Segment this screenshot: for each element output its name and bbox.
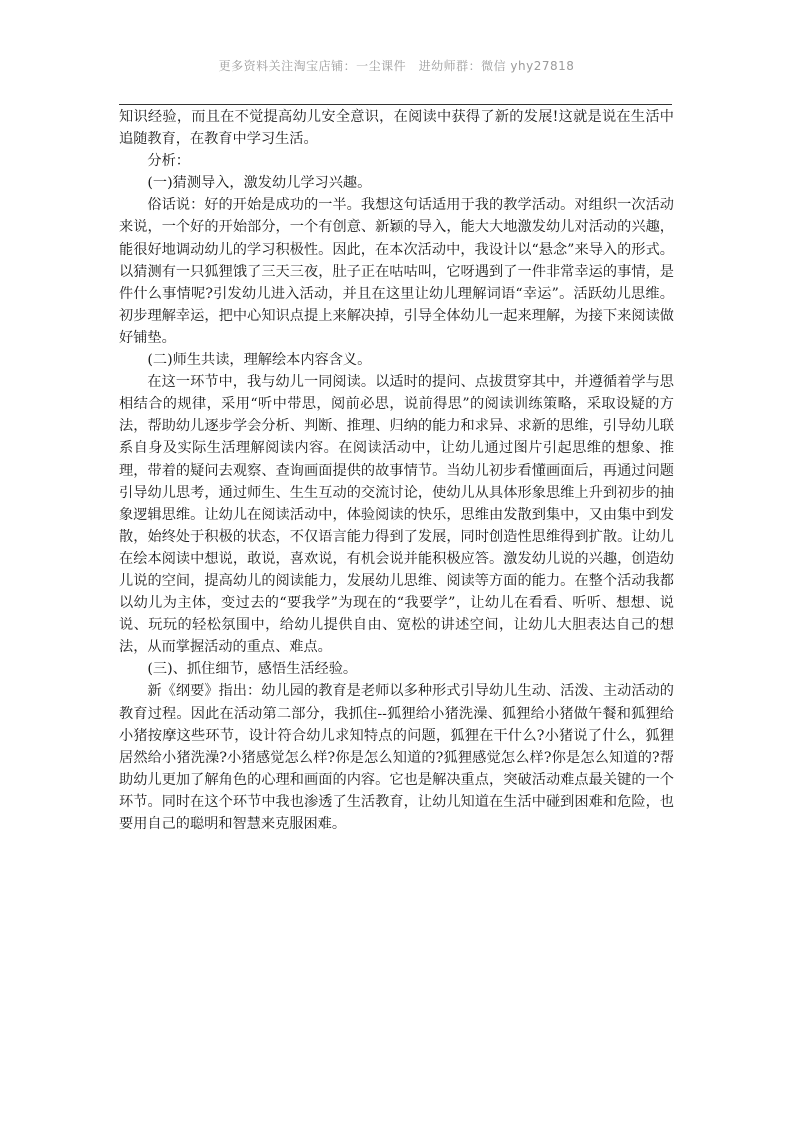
paragraph: 分析：	[147, 153, 190, 170]
paragraph: 新《纲要》指出：幼儿园的教育是老师以多种形式引导幼儿生动、活泼、主动活动的教育过程。因此在活动第二部分，我抓住--狐狸给小猪洗澡、狐狸给小猪做午餐和狐狸给小猪按摩这些环节，设计符合幼儿求知特点的问题，狐狸在干什么?小猪说了什么，狐狸居然给小猪洗澡?小猪感觉怎么样?你是怎么知道的?狐狸感觉怎么样?你是怎么知道的?帮助幼儿更加了解角色的心理和画面的内容。它也是解决重点，突破活动难点最关键的一个环节。同时在这个环节中我也渗透了生活教育，让幼儿知道在生活中碰到困难和危险，也要用自己的聪明和智慧来克服困难。	[119, 683, 674, 832]
section-heading: (二)师生共读，理解绘本内容含义。	[147, 352, 372, 369]
section-heading: (三)、抓住细节，感悟生活经验。	[147, 661, 358, 678]
document-body	[119, 106, 674, 835]
paragraph: 在这一环节中，我与幼儿一同阅读。以适时的提问、点拔贯穿其中，并遵循着学与思相结合的规律，采用“听中带思，阅前必思，说前得思”的阅读训练策略，采取设疑的方法，帮助幼儿逐步学会分析、判断、推理、归纳的能力和求异、求新的思维，引导幼儿联系自身及实际生活理解阅读内容。在阅读活动中，让幼儿通过图片引起思维的想象、推理，带着的疑问去观察、查询画面提供的故事情节。当幼儿初步看懂画面后，再通过问题引导幼儿思考，通过师生、生生互动的交流讨论，使幼儿从具体形象思维上升到初步的抽象逻辑思维。让幼儿在阅读活动中，体验阅读的快乐，思维由发散到集中，又由集中到发散，始终处于积极的状态，不仅语言能力得到了发展，同时创造性思维得到扩散。让幼儿在绘本阅读中想说，敢说，喜欢说，有机会说并能积极应答。激发幼儿说的兴趣，创造幼儿说的空间，提高幼儿的阅读能力，发展幼儿思维、阅读等方面的能力。在整个活动我都以幼儿为主体，变过去的“要我学”为现在的“我要学”，让幼儿在看看、听听、想想、说说、玩玩的轻松氛围中，给幼儿提供自由、宽松的讲述空间，让幼儿大胆表达自己的想法，从而掌握活动的重点、难点。	[119, 374, 674, 656]
header-rule	[119, 104, 672, 105]
paragraph: 知识经验，而且在不觉提高幼儿安全意识，在阅读中获得了新的发展!这就是说在生活中追随教育，在教育中学习生活。	[119, 109, 674, 148]
section-heading: (一)猜测导入，激发幼儿学习兴趣。	[147, 175, 372, 192]
page-header: 更多资料关注淘宝店铺：一尘课件 进幼师群：微信 yhy27818	[218, 59, 575, 73]
paragraph: 俗话说：好的开始是成功的一半。我想这句话适用于我的教学活动。对组织一次活动来说，一个好的开始部分，一个有创意、新颖的导入，能大大地激发幼儿对活动的兴趣，能很好地调动幼儿的学习积极性。因此，在本次活动中，我设计以“悬念”来导入的形式。以猜测有一只狐狸饿了三天三夜，肚子正在咕咕叫，它呀遇到了一件非常幸运的事情，是件什么事情呢?引发幼儿进入活动，并且在这里让幼儿理解词语“幸运”。活跃幼儿思维。初步理解幸运，把中心知识点提上来解决掉，引导全体幼儿一起来理解，为接下来阅读做好铺垫。	[119, 197, 674, 346]
